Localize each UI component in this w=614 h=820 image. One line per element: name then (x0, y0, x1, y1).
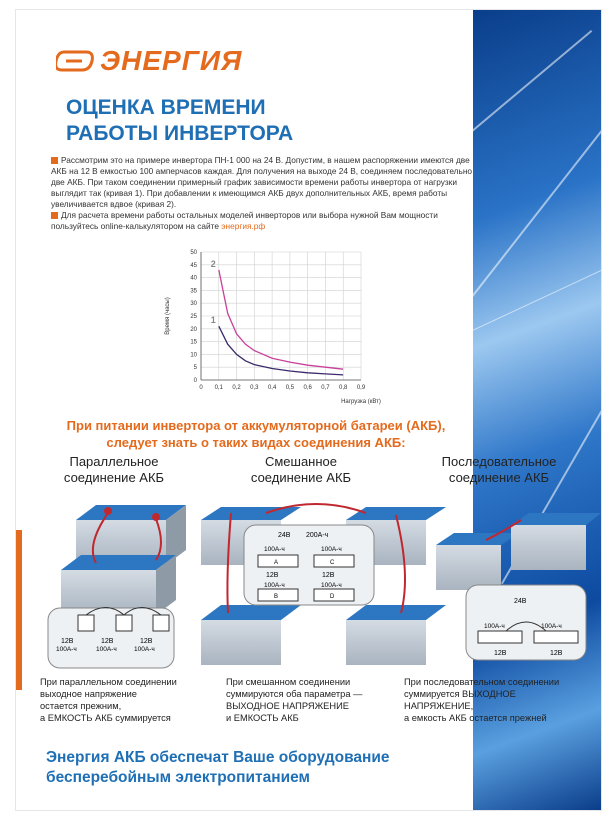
svg-text:100А-ч: 100А-ч (321, 546, 342, 553)
x-tick-label: 0,4 (267, 385, 277, 391)
svg-text:24В: 24В (278, 532, 291, 539)
battery-diagrams (16, 485, 601, 675)
svg-text:12В: 12В (494, 650, 507, 657)
parallel-battery-2 (61, 555, 176, 615)
parallel-title: Параллельное соединение АКБ (63, 454, 165, 485)
intro-paragraph-1: Рассмотрим это на примере инвертора ПН-1 000 на 24 В. Допустим, в нашем распоряжении имеются две АКБ на 12 В емкостью 100 амперчасов каждая. Для получения на выходе 24 В, соединяем последовательно две АКБ. При таком соединении примерный график зависимости времени работы инвертора от нагрузки выглядит так (кривая 1). При добавлении к имеющимся АКБ двух дополнительных АКБ, время работы увеличивается вдвое (кривая 2). (51, 155, 473, 209)
svg-text:100А-ч: 100А-ч (264, 546, 285, 553)
x-tick-label: 0 (199, 385, 203, 391)
svg-text:В: В (274, 594, 279, 600)
svg-text:24В: 24В (514, 598, 527, 605)
svg-text:100А-ч: 100А-ч (541, 623, 562, 630)
svg-text:100А-ч: 100А-ч (264, 582, 285, 589)
leaflet-page (16, 10, 601, 810)
logo-mark-icon (56, 48, 96, 74)
svg-text:12В: 12В (266, 572, 279, 579)
x-tick-label: 0,2 (232, 385, 241, 391)
bullet-square-icon (51, 212, 58, 219)
x-tick-label: 0,7 (321, 385, 330, 391)
svg-text:200А-ч: 200А-ч (306, 532, 329, 539)
y-tick-label: 40 (190, 275, 197, 282)
intro-paragraph-2: Для расчета времени работы остальных моделей инверторов или выбора нужной Вам мощности пользуйтесь online-калькулятором на сайте энергия.рф (51, 210, 438, 231)
y-tick-label: 15 (190, 339, 197, 346)
y-tick-label: 0 (193, 378, 197, 384)
footer-slogan: Энергия АКБ обеспечат Ваше оборудование бесперебойным электропитанием (46, 749, 390, 786)
x-tick-label: 0,9 (356, 385, 366, 391)
svg-text:12В: 12В (61, 638, 74, 645)
brand-logo (56, 45, 242, 77)
svg-text:100А-ч: 100А-ч (484, 623, 505, 630)
svg-text:А: А (274, 560, 279, 566)
mixed-battery-c (201, 605, 301, 665)
chart-series (211, 259, 343, 375)
chart-x-label: Нагрузка (кВт) (341, 399, 381, 405)
parallel-schematic (48, 608, 174, 669)
series-label-2: 2 (210, 258, 216, 269)
x-tick-label: 0,3 (250, 385, 259, 391)
series-battery-2 (511, 513, 601, 570)
x-tick-label: 0,5 (285, 385, 295, 391)
series-caption: При последовательном соединении суммируется ВЫХОДНОЕ НАПРЯЖЕНИЕ, а емкость АКБ остается прежней (404, 677, 560, 723)
series-battery-1 (436, 533, 519, 590)
svg-text:D: D (330, 594, 335, 600)
logo-text: ЭНЕРГИЯ (100, 45, 243, 76)
y-tick-label: 25 (190, 314, 197, 320)
y-tick-label: 10 (190, 352, 197, 359)
x-tick-label: 0,6 (303, 385, 312, 391)
svg-text:100А-ч: 100А-ч (321, 582, 342, 589)
x-tick-label: 0,1 (214, 385, 223, 391)
y-tick-label: 35 (190, 288, 197, 295)
mixed-battery-d (346, 605, 446, 665)
svg-text:12В: 12В (140, 638, 153, 645)
y-tick-label: 5 (193, 365, 197, 372)
mixed-schematic (244, 525, 374, 605)
svg-text:100А-ч: 100А-ч (96, 646, 117, 653)
title-line-1: ОЦЕНКА ВРЕМЕНИ (66, 96, 266, 119)
mixed-title: Смешанное соединение АКБ (250, 454, 352, 485)
svg-text:12В: 12В (101, 638, 114, 645)
chart-y-label: Время (часы) (165, 297, 171, 335)
svg-text:12В: 12В (550, 650, 563, 657)
connection-heading: При питании инвертора от аккумуляторной батареи (АКБ), следует знать о таких видах соединения АКБ: (66, 418, 446, 450)
svg-text:100А-ч: 100А-ч (56, 646, 77, 653)
series-label-1: 1 (210, 315, 216, 326)
bullet-square-icon (51, 157, 58, 164)
site-link[interactable]: энергия.рф (221, 221, 266, 231)
runtime-chart (161, 246, 391, 406)
mixed-caption: При смешанном соединении суммируются оба параметра — ВЫХОДНОЕ НАПРЯЖЕНИЕ и ЕМКОСТЬ АКБ (226, 677, 363, 723)
y-tick-label: 50 (190, 250, 197, 256)
svg-text:12В: 12В (322, 572, 335, 579)
y-tick-label: 20 (190, 326, 197, 333)
y-tick-label: 45 (190, 262, 197, 269)
title-line-2: РАБОТЫ ИНВЕРТОРА (66, 122, 294, 145)
series-schematic (466, 585, 586, 660)
page-title (66, 95, 386, 147)
x-tick-label: 0,8 (339, 385, 348, 391)
y-tick-label: 30 (190, 301, 197, 308)
svg-text:100А-ч: 100А-ч (134, 646, 155, 653)
parallel-caption: При параллельном соединении выходное напряжение остается прежним, а ЕМКОСТЬ АКБ суммируется (40, 677, 177, 723)
series-title: Последовательное соединение АКБ (441, 454, 557, 485)
svg-text:С: С (330, 560, 335, 566)
